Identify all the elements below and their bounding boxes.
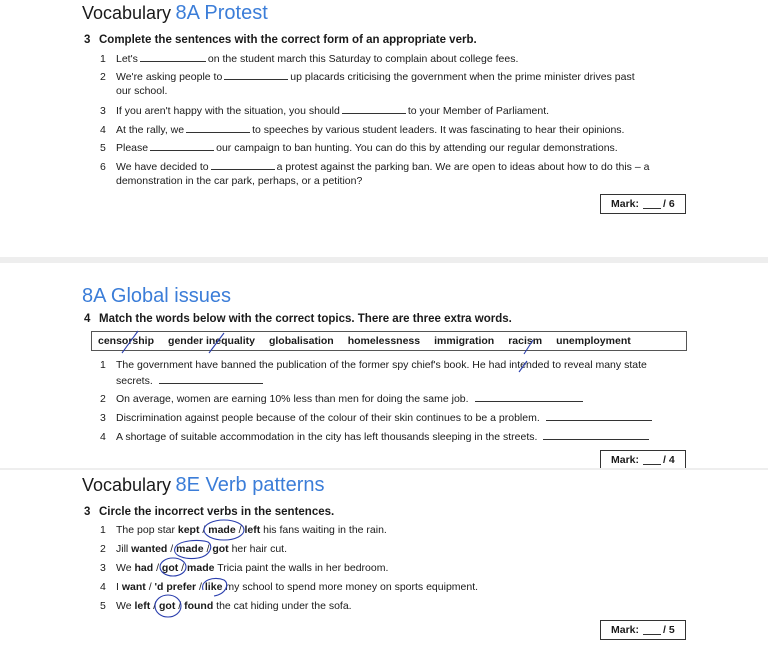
sentence-item: 1 Let's on the student march this Saturday to complain about college fees. [100, 53, 519, 65]
instruction: 4 Match the words below with the correct topics. There are three extra words. [84, 313, 512, 325]
mark-blank[interactable] [643, 199, 661, 209]
topic-item: 4 A shortage of suitable accommodation in the city has left thousands sleeping in the streets. [100, 430, 651, 443]
verb-item: 3 We had / got / made Tricia paint the walls in her bedroom. [100, 562, 389, 574]
verb-option[interactable]: found [184, 600, 214, 612]
verb-item: 4 I want / 'd prefer / like my school to spend more money on sports equipment. [100, 581, 479, 593]
section-heading [82, 285, 231, 308]
heading-title: 8E Verb patterns [175, 474, 325, 496]
mark-blank[interactable] [643, 455, 661, 465]
verb-item: 5 We left / got / found the cat hiding under the sofa. [100, 600, 352, 612]
sentence-item: 3 If you aren't happy with the situation, you should to your Member of Parliament. [100, 105, 550, 117]
verb-option[interactable]: made [187, 562, 215, 574]
heading-prefix: Vocabulary [82, 475, 172, 495]
answer-blank[interactable] [186, 123, 250, 133]
topic-item: 2 On average, women are earning 10% less than men for doing the same job. [100, 392, 585, 405]
word-bank-item: immigration [434, 335, 495, 347]
heading-prefix: Vocabulary [82, 3, 172, 23]
section-divider [0, 468, 768, 470]
word-bank-item: censorship [98, 335, 155, 347]
instruction: 3 Complete the sentences with the correct form of an appropriate verb. [84, 34, 477, 46]
answer-blank[interactable] [224, 70, 288, 80]
heading-title: 8A Protest [175, 2, 268, 24]
section-heading [82, 2, 268, 25]
answer-blank[interactable] [159, 374, 263, 384]
answer-blank[interactable] [342, 104, 406, 114]
word-bank-item: gender inequality [168, 335, 255, 347]
word-bank-item: unemployment [556, 335, 631, 347]
mark-box: Mark: / 5 [600, 620, 686, 640]
verb-option[interactable]: got [159, 600, 176, 612]
verb-option[interactable]: left [244, 524, 261, 536]
mark-blank[interactable] [643, 625, 661, 635]
sentence-item: 5 Please our campaign to ban hunting. You can do this by attending our regular demonstrations. [100, 142, 618, 154]
answer-blank[interactable] [475, 392, 583, 402]
word-bank-item: homelessness [347, 335, 421, 347]
verb-option[interactable]: 'd prefer [154, 581, 197, 593]
topic-continuation: secrets. [116, 374, 265, 387]
sentence-item: 2 We're asking people to up placards criticising the government when the prime minister drives past [100, 71, 635, 83]
verb-option[interactable]: got [212, 543, 229, 555]
topic-item: 3 Discrimination against people because of the colour of their skin continues to be a problem. [100, 411, 654, 424]
answer-blank[interactable] [543, 430, 649, 440]
verb-option[interactable]: made [176, 543, 204, 555]
mark-box: Mark: / 4 [600, 450, 686, 470]
word-bank-item: globalisation [268, 335, 334, 347]
answer-blank[interactable] [140, 52, 206, 62]
answer-blank[interactable] [150, 141, 214, 151]
verb-option[interactable]: want [121, 581, 146, 593]
verb-option[interactable]: wanted [131, 543, 168, 555]
word-bank [91, 331, 687, 351]
topic-item: 1 The government have banned the publication of the former spy chief's book. He had intended to reveal many state [100, 359, 647, 371]
sentence-item: 4 At the rally, we to speeches by various student leaders. It was fascinating to hear their opinions. [100, 124, 625, 136]
instruction: 3 Circle the incorrect verbs in the sentences. [84, 506, 335, 518]
answer-blank[interactable] [211, 160, 275, 170]
heading-title: 8A Global issues [82, 285, 231, 307]
verb-option[interactable]: left [134, 600, 151, 612]
mark-box: Mark: / 6 [600, 194, 686, 214]
sentence-continuation: demonstration in the car park, perhaps, or a petition? [116, 175, 363, 187]
verb-option[interactable]: made [208, 524, 236, 536]
verb-option[interactable]: had [134, 562, 154, 574]
section-heading [82, 474, 325, 497]
verb-option[interactable]: got [161, 562, 179, 574]
verb-item: 1 The pop star kept / made / left his fans waiting in the rain. [100, 524, 387, 536]
verb-option[interactable]: like [204, 581, 223, 593]
sentence-item: 6 We have decided to a protest against the parking ban. We are open to ideas about how to do this – a [100, 161, 650, 173]
word-bank-item: racism [508, 335, 543, 347]
answer-blank[interactable] [546, 411, 652, 421]
verb-option[interactable]: kept [177, 524, 200, 536]
protest-section [0, 0, 768, 257]
verb-item: 2 Jill wanted / made / got her hair cut. [100, 543, 288, 555]
sentence-continuation: our school. [116, 85, 168, 97]
